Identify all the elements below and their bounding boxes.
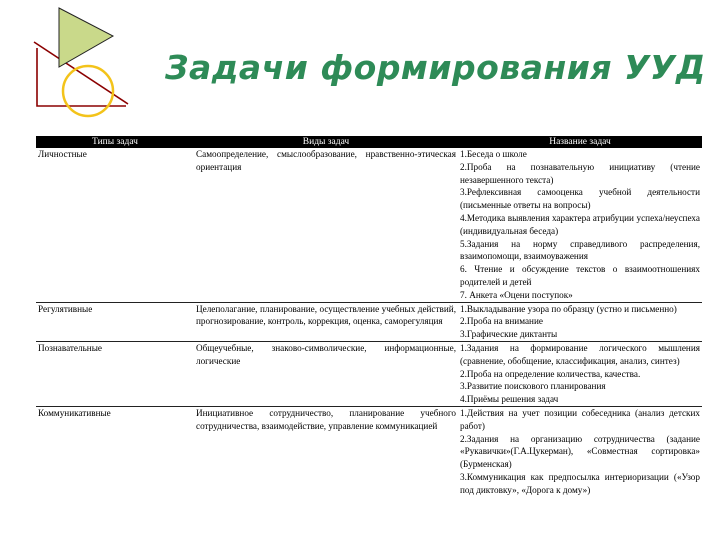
table-row-cognitive xyxy=(36,341,702,406)
page-title: Задачи формирования УУД xyxy=(165,48,706,87)
header-task-names: Название задач xyxy=(458,136,702,148)
circle-shape xyxy=(63,66,113,116)
table-header-row xyxy=(36,136,702,148)
task-item: 2.Проба на внимание xyxy=(460,316,543,327)
task-item: 5.Задания на норму справедливого распределения, взаимопомощи, взаимоуважения xyxy=(460,238,700,262)
header-task-types: Типы задач xyxy=(36,136,194,148)
table-row-regulatory xyxy=(36,302,702,341)
task-item: 1.Действия на учет позиции собеседника (анализ детских работ) xyxy=(460,407,700,431)
geometric-decoration xyxy=(0,0,150,130)
task-item: 7. Анкета «Оцени поступок» xyxy=(460,289,573,300)
task-names-cell xyxy=(458,406,702,496)
task-item: 1.Задания на формирование логического мышления (сравнение, обобщение, классификация, анализ, синтез) xyxy=(460,342,700,366)
task-item: 1.Выкладывание узора по образцу (устно и письменно) xyxy=(460,303,677,314)
task-names-cell xyxy=(458,341,702,406)
table-row-communicative xyxy=(36,406,702,496)
task-item: 3.Рефлексивная самооценка учебной деятельности (письменные ответы на вопросы) xyxy=(460,187,700,211)
task-type-cell: Коммуникативные xyxy=(38,407,111,418)
task-names-cell xyxy=(458,148,702,302)
task-item: 2.Проба на познавательную инициативу (чтение незавершенного текста) xyxy=(460,161,700,185)
header-task-kinds: Виды задач xyxy=(194,136,458,148)
task-item: 4.Методика выявления характера атрибуции успеха/неуспеха (индивидуальная беседа) xyxy=(460,212,700,236)
task-item: 2.Задания на организацию сотрудничества (задание «Рукавички»(Г.А.Цукерман), «Совместная сортировка» (Бурменская) xyxy=(460,433,700,470)
task-kinds-cell: Целеполагание, планирование, осуществление учебных действий, прогнозирование, контроль, коррекция, оценка, саморегуляция xyxy=(194,302,458,341)
task-item: 4.Приёмы решения задач xyxy=(460,394,559,405)
tasks-table xyxy=(36,136,702,497)
task-type-cell: Личностные xyxy=(36,148,194,302)
task-item: 3.Графические диктанты xyxy=(460,329,558,340)
task-kinds-cell: Общеучебные, знаково-символические, информационные, логические xyxy=(194,341,458,406)
task-item: 3.Коммуникация как предпосылка интериоризации («Узор под диктовку», «Дорога к дому») xyxy=(460,471,700,495)
task-kinds-cell: Инициативное сотрудничество, планирование учебного сотрудничества, взаимодействие, управление коммуникацией xyxy=(196,407,456,431)
task-kinds-cell: Самоопределение, смыслообразование, нравственно-этическая ориентация xyxy=(194,148,458,302)
task-type-cell: Регулятивные xyxy=(36,302,194,341)
task-item: 3.Развитие поискового планирования xyxy=(460,381,606,392)
task-item: 1.Беседа о школе xyxy=(460,149,527,159)
task-item: 2.Проба на определение количества, качества. xyxy=(460,368,641,379)
table-row-personal xyxy=(36,148,702,302)
triangle-shape xyxy=(59,8,113,67)
task-names-cell xyxy=(458,302,702,341)
task-item: 6. Чтение и обсуждение текстов о взаимоотношениях родителей и детей xyxy=(460,264,700,287)
task-type-cell: Познавательные xyxy=(36,341,194,406)
